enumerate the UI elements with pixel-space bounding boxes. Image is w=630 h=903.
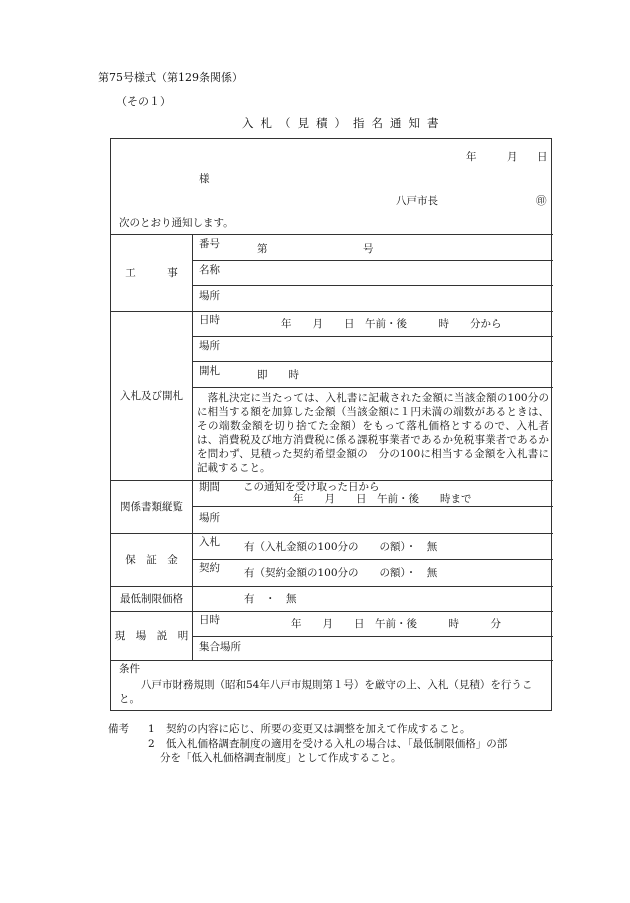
construction-name-label: 名称 (199, 264, 220, 276)
addressee-suffix: 様 (199, 173, 210, 185)
construction-number-prefix: 第 (257, 243, 268, 255)
seal-mark: ㊞ (536, 195, 547, 207)
form-number: 第75号様式（第129条関係） (98, 71, 243, 84)
opening-value: 即 時 (257, 369, 299, 381)
deposit-label: 保 証 金 (125, 554, 178, 566)
deposit-bid-label: 入札 (199, 536, 220, 548)
divider (192, 285, 553, 286)
conditions-text: 八戸市財務規則（昭和54年八戸市規則第１号）を厳守の上、入札（見積）を行うこと。 (119, 679, 533, 705)
site-datetime-value: 年 月 日 午前・後 時 分 (291, 618, 501, 630)
notice-form (110, 138, 560, 711)
documents-period-line1: この通知を受け取った日から (243, 481, 380, 493)
date-day-label: 日 (537, 151, 548, 163)
min-price-label: 最低制限価格 (120, 593, 183, 605)
divider (192, 260, 553, 261)
divider (192, 361, 553, 362)
construction-label: 工 事 (125, 267, 178, 279)
bid-datetime-value: 年 月 日 午前・後 時 分から (281, 318, 502, 330)
divider (192, 387, 553, 388)
remark-1-number: 1 (148, 723, 155, 735)
document-title: 入札（見積）指名通知書 (242, 116, 446, 130)
construction-number-label: 番号 (199, 238, 220, 250)
documents-label: 関係書類縦覧 (120, 501, 183, 513)
bid-datetime-label: 日時 (199, 314, 220, 326)
documents-place-label: 場所 (199, 512, 220, 524)
bid-notice-text: 落札決定に当たっては、入札書に記載された金額に当該金額の100分の に相当する額を加算した金額（当該金額に１円未満の端数があるときは、その端数金額を切り捨てた金額）をもって落札価格とするので、入札者は、消費税及び地方消費税に係る課税事業者であるか免税事業者であるかを問わず、見積った契約希望金額の 分の100に相当する金額を入札書に記載すること。 (197, 392, 560, 474)
site-explanation-label: 現 場 説 明 (114, 630, 189, 642)
remark-2-text-line2: 分を「低入札価格調査制度」として作成すること。 (160, 752, 402, 764)
divider (192, 506, 553, 507)
construction-place-label: 場所 (199, 290, 220, 302)
divider (192, 559, 553, 560)
opening-label: 開札 (199, 365, 220, 377)
deposit-contract-value: 有（契約金額の100分の の額）・ 無 (244, 567, 438, 579)
meeting-place-label: 集合場所 (199, 641, 241, 653)
divider (192, 336, 553, 337)
documents-period-label: 期間 (199, 481, 220, 493)
construction-number-suffix: 号 (363, 243, 374, 255)
divider (111, 660, 553, 661)
documents-period-line2: 年 月 日 午前・後 時まで (293, 493, 472, 505)
bid-place-label: 場所 (199, 340, 220, 352)
remark-2-text-line1: 低入札価格調査制度の適用を受ける入札の場合は、「最低制限価格」の部 (166, 738, 508, 750)
date-month-label: 月 (507, 151, 518, 163)
intro-text: 次のとおり通知します。 (119, 217, 234, 229)
deposit-contract-label: 契約 (199, 562, 220, 574)
remark-1-text: 契約の内容に応じ、所要の変更又は調整を加えて作成すること。 (166, 723, 471, 735)
site-datetime-label: 日時 (199, 614, 220, 626)
conditions-label: 条件 (119, 663, 140, 675)
min-price-value: 有 ・ 無 (244, 593, 297, 605)
remark-2-number: 2 (148, 738, 155, 750)
label-column-divider (192, 234, 193, 660)
sub-number: （その１） (116, 95, 171, 108)
remarks-label: 備考 (108, 723, 129, 735)
deposit-bid-value: 有（入札金額の100分の の額）・ 無 (244, 541, 438, 553)
divider (192, 636, 553, 637)
bid-opening-label: 入札及び開札 (120, 390, 183, 402)
date-year-label: 年 (466, 151, 477, 163)
issuer-name: 八戸市長 (396, 195, 438, 207)
